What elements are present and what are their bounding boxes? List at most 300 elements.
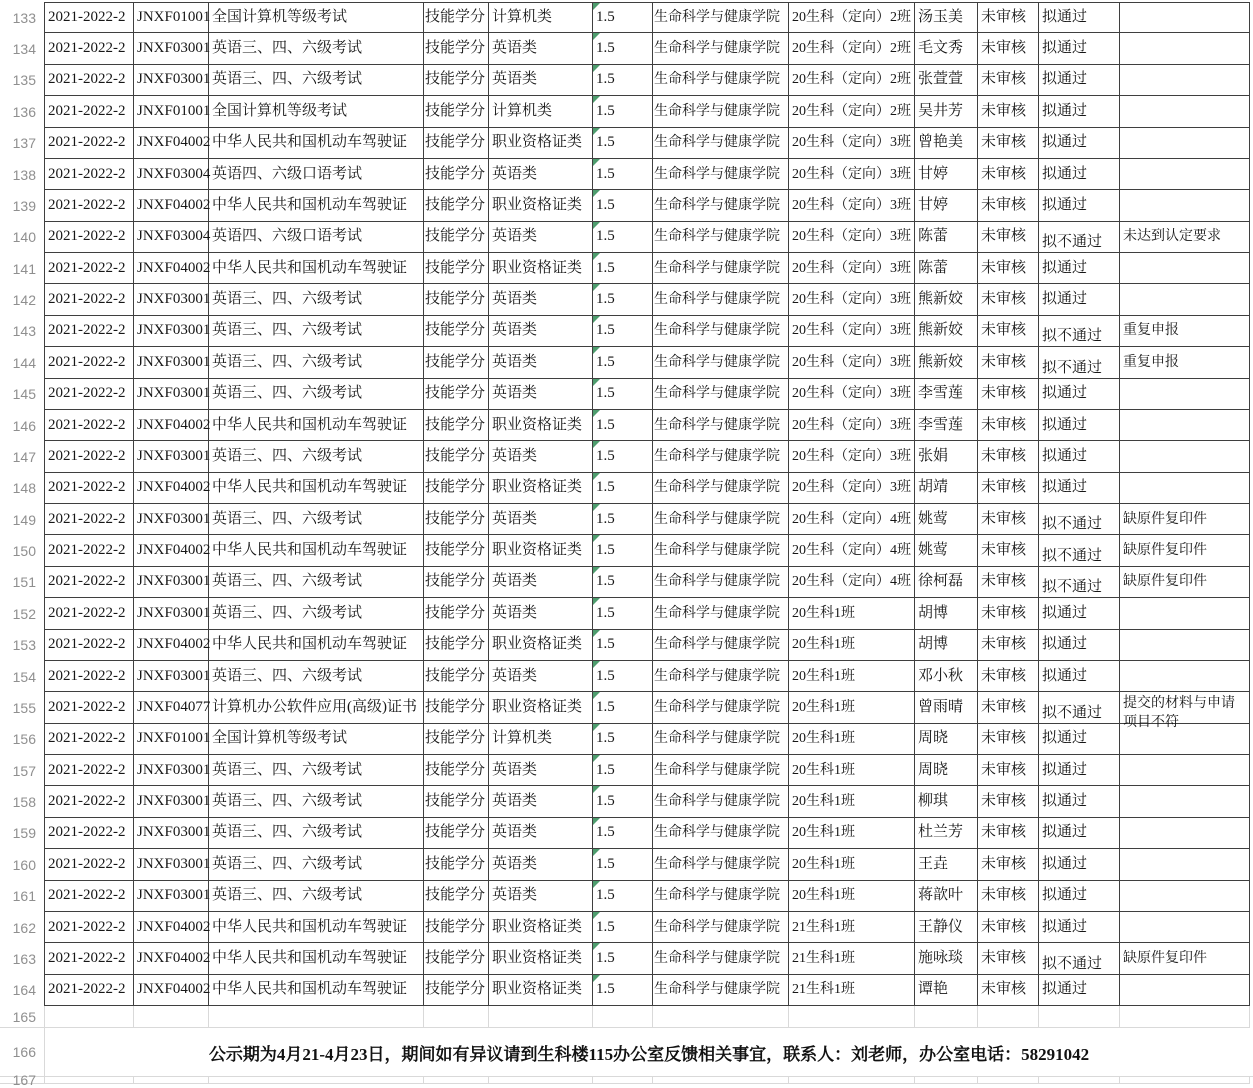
cell-credit-type[interactable]: 技能学分 (424, 849, 489, 880)
empty-cell[interactable] (1039, 1006, 1120, 1028)
cell-course-name[interactable]: 英语三、四、六级考试 (209, 755, 424, 786)
cell-review-status[interactable]: 未审核 (978, 881, 1039, 912)
cell-category[interactable]: 计算机类 (489, 96, 593, 127)
cell-remark[interactable]: 未达到认定要求 (1120, 222, 1250, 253)
cell-result[interactable]: 拟通过 (1039, 598, 1120, 629)
cell-student-name[interactable]: 张娟 (915, 441, 978, 472)
cell-remark[interactable] (1120, 65, 1250, 96)
empty-cell[interactable] (489, 1006, 593, 1028)
cell-class[interactable]: 20生科1班 (789, 598, 915, 629)
cell-semester[interactable]: 2021-2022-2 (44, 316, 134, 347)
cell-class[interactable]: 20生科（定向）3班 (789, 128, 915, 159)
cell-remark[interactable] (1120, 755, 1250, 786)
row-number[interactable]: 150 (12, 543, 36, 560)
row-number[interactable]: 137 (12, 135, 36, 152)
cell-semester[interactable]: 2021-2022-2 (44, 975, 134, 1006)
cell-class[interactable]: 20生科1班 (789, 692, 915, 723)
cell-score[interactable]: 1.5 (593, 410, 653, 441)
cell-review-status[interactable]: 未审核 (978, 96, 1039, 127)
cell-remark[interactable] (1120, 379, 1250, 410)
cell-course-code[interactable]: JNXF01001 (134, 724, 209, 755)
row-number[interactable]: 151 (12, 574, 36, 591)
cell-student-name[interactable]: 陈蕾 (915, 222, 978, 253)
row-number[interactable]: 135 (12, 72, 36, 89)
cell-category[interactable]: 职业资格证类 (489, 410, 593, 441)
cell-credit-type[interactable]: 技能学分 (424, 222, 489, 253)
cell-course-code[interactable]: JNXF04002 (134, 943, 209, 974)
cell-semester[interactable]: 2021-2022-2 (44, 284, 134, 315)
cell-review-status[interactable]: 未审核 (978, 661, 1039, 692)
cell-remark[interactable] (1120, 724, 1250, 755)
cell-course-code[interactable]: JNXF03001 (134, 881, 209, 912)
cell-review-status[interactable]: 未审核 (978, 2, 1039, 33)
empty-cell[interactable] (1039, 1077, 1120, 1084)
empty-cell[interactable] (44, 1006, 134, 1028)
empty-cell[interactable] (915, 1077, 978, 1084)
cell-remark[interactable]: 重复申报 (1120, 347, 1250, 378)
cell-student-name[interactable]: 汤玉美 (915, 2, 978, 33)
cell-score[interactable]: 1.5 (593, 504, 653, 535)
cell-review-status[interactable]: 未审核 (978, 284, 1039, 315)
cell-category[interactable]: 计算机类 (489, 2, 593, 33)
cell-student-name[interactable]: 周晓 (915, 755, 978, 786)
cell-result[interactable]: 拟通过 (1039, 441, 1120, 472)
public-notice-cell[interactable] (44, 1028, 1253, 1077)
cell-student-name[interactable]: 姚莺 (915, 504, 978, 535)
cell-score[interactable]: 1.5 (593, 912, 653, 943)
cell-student-name[interactable]: 曾雨晴 (915, 692, 978, 723)
cell-result[interactable]: 拟通过 (1039, 755, 1120, 786)
cell-remark[interactable] (1120, 190, 1250, 221)
cell-category[interactable]: 英语类 (489, 661, 593, 692)
cell-course-name[interactable]: 中华人民共和国机动车驾驶证 (209, 128, 424, 159)
cell-result[interactable]: 拟不通过 (1039, 567, 1120, 598)
cell-category[interactable]: 职业资格证类 (489, 630, 593, 661)
cell-student-name[interactable]: 曾艳美 (915, 128, 978, 159)
cell-course-name[interactable]: 英语三、四、六级考试 (209, 849, 424, 880)
cell-score[interactable]: 1.5 (593, 2, 653, 33)
cell-student-name[interactable]: 李雪莲 (915, 410, 978, 441)
cell-class[interactable]: 20生科1班 (789, 755, 915, 786)
cell-remark[interactable] (1120, 33, 1250, 64)
cell-category[interactable]: 职业资格证类 (489, 253, 593, 284)
cell-college[interactable]: 生命科学与健康学院 (653, 128, 789, 159)
cell-remark[interactable] (1120, 630, 1250, 661)
cell-result[interactable]: 拟通过 (1039, 724, 1120, 755)
cell-result[interactable]: 拟通过 (1039, 2, 1120, 33)
cell-semester[interactable]: 2021-2022-2 (44, 410, 134, 441)
cell-result[interactable]: 拟不通过 (1039, 222, 1120, 253)
cell-course-code[interactable]: JNXF03001 (134, 379, 209, 410)
cell-course-code[interactable]: JNXF03001 (134, 786, 209, 817)
cell-course-name[interactable]: 英语三、四、六级考试 (209, 818, 424, 849)
cell-course-name[interactable]: 中华人民共和国机动车驾驶证 (209, 630, 424, 661)
cell-class[interactable]: 20生科（定向）3班 (789, 190, 915, 221)
cell-course-name[interactable]: 中华人民共和国机动车驾驶证 (209, 975, 424, 1006)
cell-class[interactable]: 20生科1班 (789, 818, 915, 849)
cell-course-code[interactable]: JNXF03004 (134, 159, 209, 190)
cell-semester[interactable]: 2021-2022-2 (44, 881, 134, 912)
cell-course-code[interactable]: JNXF03001 (134, 849, 209, 880)
cell-credit-type[interactable]: 技能学分 (424, 253, 489, 284)
cell-class[interactable]: 20生科1班 (789, 849, 915, 880)
cell-semester[interactable]: 2021-2022-2 (44, 755, 134, 786)
cell-class[interactable]: 20生科1班 (789, 661, 915, 692)
cell-score[interactable]: 1.5 (593, 159, 653, 190)
cell-category[interactable]: 英语类 (489, 222, 593, 253)
cell-student-name[interactable]: 李雪莲 (915, 379, 978, 410)
cell-score[interactable]: 1.5 (593, 96, 653, 127)
cell-course-code[interactable]: JNXF04002 (134, 190, 209, 221)
cell-review-status[interactable]: 未审核 (978, 598, 1039, 629)
empty-cell[interactable] (424, 1006, 489, 1028)
cell-category[interactable]: 英语类 (489, 65, 593, 96)
cell-course-name[interactable]: 英语三、四、六级考试 (209, 284, 424, 315)
row-number[interactable]: 163 (12, 950, 36, 967)
cell-score[interactable]: 1.5 (593, 943, 653, 974)
cell-course-name[interactable]: 英语四、六级口语考试 (209, 159, 424, 190)
cell-review-status[interactable]: 未审核 (978, 535, 1039, 566)
cell-score[interactable]: 1.5 (593, 190, 653, 221)
empty-cell[interactable] (209, 1077, 424, 1084)
cell-credit-type[interactable]: 技能学分 (424, 818, 489, 849)
cell-course-name[interactable]: 中华人民共和国机动车驾驶证 (209, 473, 424, 504)
cell-course-name[interactable]: 全国计算机等级考试 (209, 724, 424, 755)
cell-category[interactable]: 职业资格证类 (489, 692, 593, 723)
cell-result[interactable]: 拟通过 (1039, 65, 1120, 96)
cell-semester[interactable]: 2021-2022-2 (44, 347, 134, 378)
cell-class[interactable]: 20生科（定向）4班 (789, 504, 915, 535)
cell-review-status[interactable]: 未审核 (978, 347, 1039, 378)
cell-student-name[interactable]: 蒋歆叶 (915, 881, 978, 912)
cell-course-code[interactable]: JNXF04002 (134, 253, 209, 284)
cell-course-code[interactable]: JNXF01001 (134, 2, 209, 33)
cell-remark[interactable] (1120, 786, 1250, 817)
empty-cell[interactable] (134, 1006, 209, 1028)
cell-student-name[interactable]: 胡博 (915, 598, 978, 629)
cell-class[interactable]: 20生科（定向）3班 (789, 473, 915, 504)
empty-cell[interactable] (789, 1006, 915, 1028)
cell-category[interactable]: 英语类 (489, 347, 593, 378)
cell-course-code[interactable]: JNXF03001 (134, 567, 209, 598)
cell-credit-type[interactable]: 技能学分 (424, 881, 489, 912)
row-number[interactable]: 161 (12, 888, 36, 905)
cell-class[interactable]: 20生科（定向）2班 (789, 2, 915, 33)
cell-credit-type[interactable]: 技能学分 (424, 410, 489, 441)
cell-course-name[interactable]: 英语三、四、六级考试 (209, 661, 424, 692)
cell-score[interactable]: 1.5 (593, 316, 653, 347)
cell-course-code[interactable]: JNXF04002 (134, 473, 209, 504)
cell-student-name[interactable]: 胡靖 (915, 473, 978, 504)
cell-remark[interactable] (1120, 598, 1250, 629)
cell-student-name[interactable]: 毛文秀 (915, 33, 978, 64)
cell-remark[interactable] (1120, 96, 1250, 127)
row-number[interactable]: 164 (12, 982, 36, 999)
row-number[interactable]: 142 (12, 292, 36, 309)
cell-result[interactable]: 拟通过 (1039, 96, 1120, 127)
cell-college[interactable]: 生命科学与健康学院 (653, 441, 789, 472)
row-number[interactable]: 138 (12, 166, 36, 183)
cell-course-name[interactable]: 英语三、四、六级考试 (209, 379, 424, 410)
cell-category[interactable]: 英语类 (489, 159, 593, 190)
cell-remark[interactable] (1120, 818, 1250, 849)
cell-result[interactable]: 拟通过 (1039, 912, 1120, 943)
cell-credit-type[interactable]: 技能学分 (424, 347, 489, 378)
cell-result[interactable]: 拟通过 (1039, 818, 1120, 849)
cell-course-code[interactable]: JNXF03001 (134, 661, 209, 692)
row-number[interactable]: 154 (12, 668, 36, 685)
cell-course-name[interactable]: 英语三、四、六级考试 (209, 881, 424, 912)
cell-college[interactable]: 生命科学与健康学院 (653, 284, 789, 315)
cell-result[interactable]: 拟不通过 (1039, 943, 1120, 974)
cell-student-name[interactable]: 甘婷 (915, 159, 978, 190)
cell-remark[interactable] (1120, 253, 1250, 284)
cell-category[interactable]: 英语类 (489, 849, 593, 880)
cell-result[interactable]: 拟不通过 (1039, 347, 1120, 378)
cell-course-name[interactable]: 英语三、四、六级考试 (209, 504, 424, 535)
cell-course-name[interactable]: 全国计算机等级考试 (209, 2, 424, 33)
cell-category[interactable]: 英语类 (489, 567, 593, 598)
cell-credit-type[interactable]: 技能学分 (424, 661, 489, 692)
cell-review-status[interactable]: 未审核 (978, 222, 1039, 253)
row-number[interactable]: 139 (12, 197, 36, 214)
cell-review-status[interactable]: 未审核 (978, 912, 1039, 943)
cell-student-name[interactable]: 王垚 (915, 849, 978, 880)
cell-score[interactable]: 1.5 (593, 661, 653, 692)
cell-college[interactable]: 生命科学与健康学院 (653, 849, 789, 880)
cell-semester[interactable]: 2021-2022-2 (44, 65, 134, 96)
cell-class[interactable]: 20生科（定向）3班 (789, 284, 915, 315)
row-number[interactable]: 141 (12, 260, 36, 277)
cell-score[interactable]: 1.5 (593, 441, 653, 472)
cell-credit-type[interactable]: 技能学分 (424, 598, 489, 629)
cell-remark[interactable] (1120, 975, 1250, 1006)
cell-course-code[interactable]: JNXF03004 (134, 222, 209, 253)
cell-review-status[interactable]: 未审核 (978, 316, 1039, 347)
cell-course-code[interactable]: JNXF04002 (134, 535, 209, 566)
cell-remark[interactable]: 缺原件复印件 (1120, 567, 1250, 598)
cell-student-name[interactable]: 甘婷 (915, 190, 978, 221)
row-number[interactable]: 162 (12, 919, 36, 936)
cell-category[interactable]: 英语类 (489, 504, 593, 535)
cell-class[interactable]: 20生科1班 (789, 630, 915, 661)
cell-score[interactable]: 1.5 (593, 284, 653, 315)
cell-course-code[interactable]: JNXF03001 (134, 316, 209, 347)
cell-student-name[interactable]: 周晓 (915, 724, 978, 755)
cell-college[interactable]: 生命科学与健康学院 (653, 2, 789, 33)
cell-course-name[interactable]: 英语三、四、六级考试 (209, 33, 424, 64)
cell-semester[interactable]: 2021-2022-2 (44, 33, 134, 64)
cell-remark[interactable]: 重复申报 (1120, 316, 1250, 347)
row-number[interactable]: 167 (0, 1077, 44, 1084)
empty-cell[interactable] (424, 1077, 489, 1084)
empty-cell[interactable] (134, 1077, 209, 1084)
cell-course-code[interactable]: JNXF04002 (134, 912, 209, 943)
row-number[interactable]: 159 (12, 825, 36, 842)
cell-course-code[interactable]: JNXF03001 (134, 755, 209, 786)
cell-remark[interactable] (1120, 410, 1250, 441)
cell-review-status[interactable]: 未审核 (978, 65, 1039, 96)
cell-category[interactable]: 英语类 (489, 755, 593, 786)
cell-score[interactable]: 1.5 (593, 881, 653, 912)
cell-semester[interactable]: 2021-2022-2 (44, 724, 134, 755)
cell-score[interactable]: 1.5 (593, 724, 653, 755)
cell-remark[interactable] (1120, 661, 1250, 692)
cell-course-name[interactable]: 中华人民共和国机动车驾驶证 (209, 535, 424, 566)
cell-score[interactable]: 1.5 (593, 786, 653, 817)
cell-class[interactable]: 20生科1班 (789, 724, 915, 755)
cell-category[interactable]: 职业资格证类 (489, 473, 593, 504)
cell-credit-type[interactable]: 技能学分 (424, 159, 489, 190)
row-number[interactable]: 143 (12, 323, 36, 340)
cell-result[interactable]: 拟通过 (1039, 881, 1120, 912)
cell-college[interactable]: 生命科学与健康学院 (653, 65, 789, 96)
cell-remark[interactable]: 缺原件复印件 (1120, 943, 1250, 974)
cell-result[interactable]: 拟不通过 (1039, 316, 1120, 347)
cell-score[interactable]: 1.5 (593, 630, 653, 661)
cell-college[interactable]: 生命科学与健康学院 (653, 347, 789, 378)
cell-credit-type[interactable]: 技能学分 (424, 128, 489, 159)
cell-credit-type[interactable]: 技能学分 (424, 33, 489, 64)
cell-result[interactable]: 拟不通过 (1039, 692, 1120, 723)
cell-review-status[interactable]: 未审核 (978, 724, 1039, 755)
cell-course-code[interactable]: JNXF04002 (134, 410, 209, 441)
cell-credit-type[interactable]: 技能学分 (424, 912, 489, 943)
cell-credit-type[interactable]: 技能学分 (424, 567, 489, 598)
cell-category[interactable]: 英语类 (489, 33, 593, 64)
cell-college[interactable]: 生命科学与健康学院 (653, 724, 789, 755)
cell-college[interactable]: 生命科学与健康学院 (653, 535, 789, 566)
cell-score[interactable]: 1.5 (593, 347, 653, 378)
cell-remark[interactable]: 提交的材料与申请项目不符 (1120, 692, 1250, 723)
cell-result[interactable]: 拟通过 (1039, 410, 1120, 441)
cell-course-name[interactable]: 英语三、四、六级考试 (209, 598, 424, 629)
cell-semester[interactable]: 2021-2022-2 (44, 598, 134, 629)
cell-college[interactable]: 生命科学与健康学院 (653, 222, 789, 253)
cell-semester[interactable]: 2021-2022-2 (44, 128, 134, 159)
cell-result[interactable]: 拟通过 (1039, 128, 1120, 159)
cell-result[interactable]: 拟通过 (1039, 284, 1120, 315)
cell-remark[interactable] (1120, 473, 1250, 504)
row-number[interactable]: 146 (12, 417, 36, 434)
cell-credit-type[interactable]: 技能学分 (424, 535, 489, 566)
cell-category[interactable]: 英语类 (489, 881, 593, 912)
cell-course-code[interactable]: JNXF04002 (134, 630, 209, 661)
cell-score[interactable]: 1.5 (593, 379, 653, 410)
cell-credit-type[interactable]: 技能学分 (424, 692, 489, 723)
cell-course-code[interactable]: JNXF03001 (134, 598, 209, 629)
cell-result[interactable]: 拟通过 (1039, 661, 1120, 692)
cell-class[interactable]: 20生科（定向）3班 (789, 410, 915, 441)
cell-remark[interactable]: 缺原件复印件 (1120, 535, 1250, 566)
cell-semester[interactable]: 2021-2022-2 (44, 473, 134, 504)
cell-course-code[interactable]: JNXF04002 (134, 128, 209, 159)
cell-semester[interactable]: 2021-2022-2 (44, 2, 134, 33)
cell-review-status[interactable]: 未审核 (978, 473, 1039, 504)
cell-credit-type[interactable]: 技能学分 (424, 284, 489, 315)
cell-student-name[interactable]: 张萱萱 (915, 65, 978, 96)
cell-course-name[interactable]: 英语三、四、六级考试 (209, 65, 424, 96)
cell-college[interactable]: 生命科学与健康学院 (653, 504, 789, 535)
cell-student-name[interactable]: 熊新姣 (915, 347, 978, 378)
cell-semester[interactable]: 2021-2022-2 (44, 661, 134, 692)
cell-course-name[interactable]: 英语三、四、六级考试 (209, 441, 424, 472)
cell-remark[interactable] (1120, 441, 1250, 472)
cell-semester[interactable]: 2021-2022-2 (44, 96, 134, 127)
row-number[interactable]: 145 (12, 386, 36, 403)
cell-college[interactable]: 生命科学与健康学院 (653, 190, 789, 221)
cell-score[interactable]: 1.5 (593, 65, 653, 96)
cell-college[interactable]: 生命科学与健康学院 (653, 253, 789, 284)
cell-credit-type[interactable]: 技能学分 (424, 630, 489, 661)
cell-student-name[interactable]: 王静仪 (915, 912, 978, 943)
cell-college[interactable]: 生命科学与健康学院 (653, 316, 789, 347)
cell-class[interactable]: 20生科（定向）2班 (789, 65, 915, 96)
row-number[interactable]: 158 (12, 794, 36, 811)
cell-semester[interactable]: 2021-2022-2 (44, 253, 134, 284)
cell-score[interactable]: 1.5 (593, 692, 653, 723)
cell-score[interactable]: 1.5 (593, 849, 653, 880)
empty-cell[interactable] (789, 1077, 915, 1084)
cell-result[interactable]: 拟通过 (1039, 190, 1120, 221)
row-number[interactable]: 148 (12, 480, 36, 497)
cell-student-name[interactable]: 杜兰芳 (915, 818, 978, 849)
empty-cell[interactable] (978, 1006, 1039, 1028)
cell-college[interactable]: 生命科学与健康学院 (653, 379, 789, 410)
row-number[interactable]: 144 (12, 354, 36, 371)
cell-category[interactable]: 职业资格证类 (489, 943, 593, 974)
empty-cell[interactable] (44, 1077, 134, 1084)
cell-college[interactable]: 生命科学与健康学院 (653, 473, 789, 504)
cell-review-status[interactable]: 未审核 (978, 159, 1039, 190)
cell-score[interactable]: 1.5 (593, 253, 653, 284)
cell-course-name[interactable]: 英语四、六级口语考试 (209, 222, 424, 253)
cell-credit-type[interactable]: 技能学分 (424, 441, 489, 472)
cell-semester[interactable]: 2021-2022-2 (44, 159, 134, 190)
cell-remark[interactable] (1120, 881, 1250, 912)
cell-class[interactable]: 20生科1班 (789, 786, 915, 817)
row-number[interactable]: 136 (12, 103, 36, 120)
cell-category[interactable]: 职业资格证类 (489, 190, 593, 221)
cell-review-status[interactable]: 未审核 (978, 379, 1039, 410)
cell-class[interactable]: 21生科1班 (789, 912, 915, 943)
empty-cell[interactable] (593, 1077, 653, 1084)
cell-course-code[interactable]: JNXF03001 (134, 347, 209, 378)
cell-category[interactable]: 英语类 (489, 284, 593, 315)
cell-student-name[interactable]: 邓小秋 (915, 661, 978, 692)
cell-class[interactable]: 20生科（定向）4班 (789, 567, 915, 598)
empty-cell[interactable] (209, 1006, 424, 1028)
cell-review-status[interactable]: 未审核 (978, 441, 1039, 472)
cell-category[interactable]: 英语类 (489, 441, 593, 472)
cell-review-status[interactable]: 未审核 (978, 630, 1039, 661)
cell-score[interactable]: 1.5 (593, 755, 653, 786)
cell-college[interactable]: 生命科学与健康学院 (653, 818, 789, 849)
cell-student-name[interactable]: 胡博 (915, 630, 978, 661)
cell-review-status[interactable]: 未审核 (978, 818, 1039, 849)
cell-student-name[interactable]: 吴井芳 (915, 96, 978, 127)
cell-student-name[interactable]: 施咏琰 (915, 943, 978, 974)
cell-class[interactable]: 20生科（定向）4班 (789, 535, 915, 566)
cell-course-name[interactable]: 英语三、四、六级考试 (209, 347, 424, 378)
cell-credit-type[interactable]: 技能学分 (424, 190, 489, 221)
cell-review-status[interactable]: 未审核 (978, 943, 1039, 974)
cell-category[interactable]: 职业资格证类 (489, 912, 593, 943)
cell-review-status[interactable]: 未审核 (978, 33, 1039, 64)
empty-cell[interactable] (653, 1006, 789, 1028)
cell-score[interactable]: 1.5 (593, 33, 653, 64)
cell-score[interactable]: 1.5 (593, 975, 653, 1006)
